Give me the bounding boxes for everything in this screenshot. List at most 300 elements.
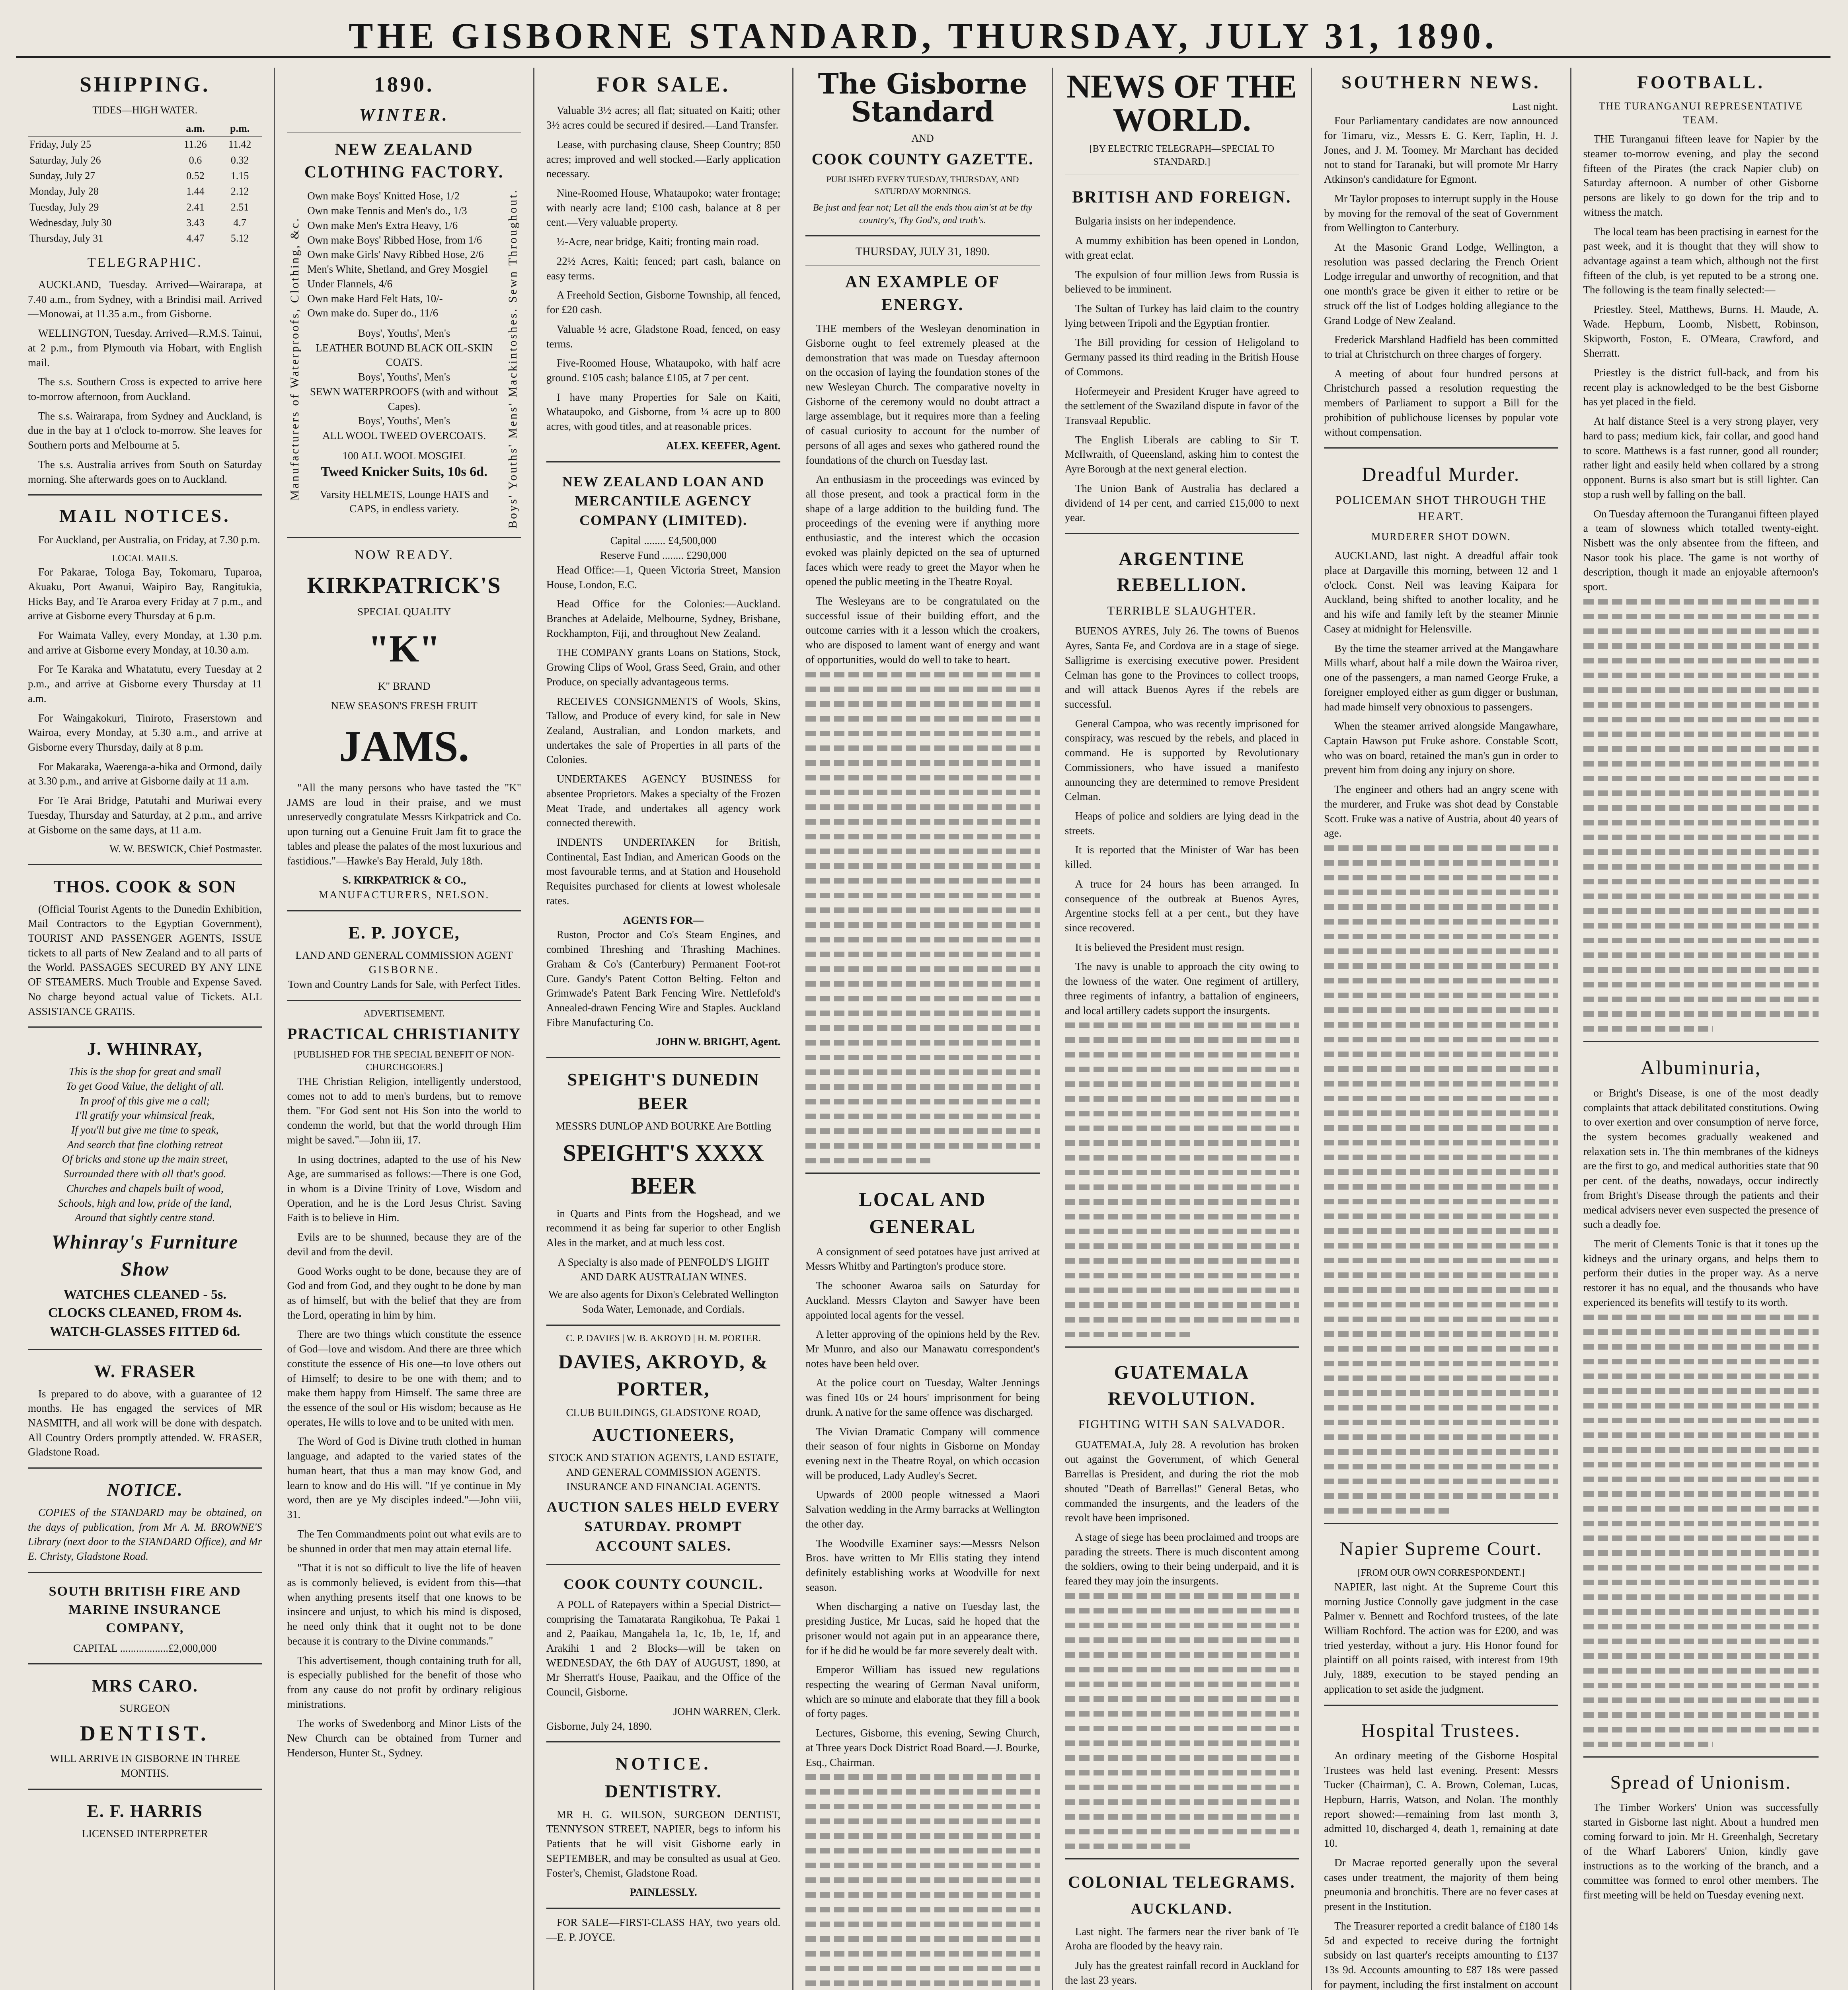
auckland-para: July has the greatest rainfall record in Auckland for the last 23 years. — [1064, 1959, 1299, 1986]
text-line — [805, 1980, 1039, 1986]
text-line — [805, 716, 1039, 722]
guat-body — [1065, 1438, 1299, 1588]
nz-heading: NEW ZEALAND CLOTHING FACTORY. — [304, 140, 504, 182]
text-line — [1065, 1667, 1299, 1672]
text-line — [1065, 1184, 1299, 1190]
text-line — [1583, 1418, 1819, 1423]
text-line — [805, 937, 1039, 942]
joyce-body: Town and Country Lands for Sale, with Perfect Titles. — [288, 978, 520, 990]
poem-line: If you'll but give me time to speak, — [71, 1124, 219, 1136]
bf-body — [1065, 214, 1299, 525]
tide-am: 2.41 — [186, 201, 205, 213]
text-line — [1583, 952, 1819, 958]
hospital-para: Dr Macrae reported generally upon the several cases under treatment, the majority of them being pneumonia and bronchitis. There are no fever cases at present in the Institution. — [1324, 1856, 1558, 1913]
sale-item: Lease, with purchasing clause, Sheep Country; 850 acres; improved and well stocked.—Early application necessary. — [546, 138, 781, 180]
text-line — [1324, 993, 1558, 998]
text-line — [1583, 1535, 1819, 1541]
sale-agent: ALEX. KEEFER, Agent. — [666, 439, 781, 452]
sale-item: Five-Roomed House, Whataupoko, with half acre ground. £105 cash; balance £105, at 7 per cent. — [546, 357, 781, 384]
colonial-heading: COLONIAL TELEGRAMS. — [1068, 1873, 1296, 1892]
text-line — [1583, 790, 1819, 796]
sale-note: I have many Properties for Sale on Kaiti, Whataupoko, and Gisborne, from ¼ acre up to 800 acres, with good titles, and at reasonable prices. — [546, 391, 781, 433]
text-line — [805, 981, 1039, 987]
text-line — [805, 1951, 1039, 1957]
text-line — [805, 790, 1039, 795]
practical-body — [287, 1074, 521, 1760]
mail-item: For Te Arai Bridge, Patutahi and Muriwai every Tuesday, Thursday and Saturday, at 2 p.m., and arrive at Gisborne on the same days, at 11 a.m. — [28, 794, 262, 836]
albuminuria-heading: Albuminuria, — [1640, 1056, 1762, 1079]
text-line — [1583, 1727, 1819, 1732]
text-line — [805, 1804, 1039, 1809]
text-line — [1583, 732, 1819, 737]
joyce-heading: E. P. JOYCE, — [348, 923, 460, 942]
nz-ad-body — [287, 189, 521, 529]
bf-para: The Bill providing for cession of Heligoland to Germany passed its third reading in the British House of Commons. — [1064, 336, 1299, 378]
text-line — [1065, 1608, 1299, 1613]
text-line — [1583, 1477, 1819, 1482]
practical-para: In using doctrines, adapted to the use of his New Age, are summarised as follows:—There is one God, in whom is a Divine Trinity of Love, Wisdom and Operation, and he is the Lord Jesus Christ. Saving Faith is to believe in Him. — [287, 1153, 521, 1224]
davies-body: STOCK AND STATION AGENTS, LAND ESTATE, AND GENERAL COMMISSION AGENTS. INSURANCE AND FINANCIAL AGENTS. — [548, 1451, 779, 1493]
murder-sub: POLICEMAN SHOT THROUGH THE HEART. — [1335, 494, 1547, 523]
mail-item: For Waimata Valley, every Monday, at 1.30 p.m. and arrive at Gisborne every Monday, at 10.30 a.m. — [28, 629, 262, 656]
caro-sub: SURGEON — [119, 1702, 170, 1715]
unionism-body — [1583, 1800, 1819, 1902]
text-line — [1324, 1228, 1558, 1234]
poem-line: Of bricks and stone up the main street, — [62, 1153, 228, 1165]
text-line — [1065, 1126, 1299, 1131]
poem-line: Surrounded there with all that's good. — [63, 1168, 226, 1180]
text-line — [1324, 904, 1558, 910]
energy-para: The Wesleyans are to be congratulated on the successful issue of their building effort, and the outcome carries with it a lesson which the croakers, who are disposed to lament want of energy and want of opportunities, would do well to take to heart. — [805, 595, 1040, 665]
tides-row — [28, 137, 262, 152]
nzl-body — [546, 645, 780, 908]
text-line — [1583, 628, 1819, 634]
text-line — [1065, 1096, 1299, 1102]
unionism-heading: Spread of Unionism. — [1610, 1771, 1792, 1793]
hospital-heading: Hospital Trustees. — [1361, 1720, 1521, 1741]
tide-day: Sunday, July 27 — [29, 170, 96, 181]
practical-para: The Ten Commandments point out what evils are to be shunned in order that men may attain eternal life. — [287, 1528, 521, 1555]
text-line — [1324, 1258, 1558, 1263]
text-line — [805, 804, 1039, 810]
energy-continued — [805, 672, 1039, 1163]
text-line — [1324, 934, 1558, 939]
practical-para: This advertisement, though containing truth for all, is especially published for the benefit of those who from any cause do not profit by ordinary religious ministrations. — [287, 1654, 521, 1710]
local-para: A letter approving of the opinions held by the Rev. Mr Munro, and also our Manawatu correspondent's notes have been held over. — [805, 1328, 1040, 1370]
caro-ad — [28, 1663, 262, 1780]
text-line — [805, 760, 1039, 766]
text-line — [1324, 1081, 1558, 1087]
nz-items — [307, 189, 501, 320]
guat-sub: FIGHTING WITH SAN SALVADOR. — [1078, 1417, 1285, 1431]
text-line — [1583, 746, 1819, 752]
text-line — [1583, 982, 1819, 987]
text-line — [1583, 864, 1819, 870]
text-line — [1583, 1653, 1819, 1659]
text-line — [1583, 894, 1819, 899]
text-line — [1583, 967, 1819, 973]
text-line — [1324, 919, 1558, 925]
arg-continued — [1065, 1022, 1299, 1337]
arg-para: It is reported that the Minister of War has been killed. — [1064, 844, 1299, 871]
napier-body — [1324, 1580, 1558, 1697]
energy-para: THE members of the Wesleyan denomination in Gisborne ought to feel extremely pleased at the demonstration that was made on Tuesday afternoon on the occasion of laying the foundation stones of the new Wesleyan Church. The comparative novelty in Gisborne of the ceremony would no doubt attract a large assemblage, but it requires more than a feeling of casual curiosity to account for the number of persons of all ages and sexes who gathered round the foundations of the church on Tuesday last. — [805, 322, 1040, 466]
southern-para: Mr Taylor proposes to interrupt supply in the House by moving for the removal of the seat of Government from Wellington to Canterbury. — [1324, 192, 1558, 234]
tides-row — [28, 183, 262, 199]
tide-day: Wednesday, July 30 — [29, 217, 112, 228]
text-line — [1583, 702, 1819, 708]
dentistry-body: MR H. G. WILSON, SURGEON DENTIST, TENNYSON STREET, NAPIER, begs to inform his Patients that he will visit Gisborne early in SEPTEMBER, and may be consulted as usual at Geo. Foster's, Chemist, Gladstone Road. — [546, 1808, 781, 1879]
tide-day: Monday, July 28 — [29, 185, 99, 197]
bf-para: The English Liberals are cabling to Sir T. McIlwraith, of Queensland, asking him to contest the Ayre Borough at the next general election. — [1064, 433, 1299, 475]
southern-para: At the Masonic Grand Lodge, Wellington, a resolution was passed declaring the French Orient Lodge irregular and unworthy of recognition, and that one month's grace be given it either to retire or be struck off the list of Lodges holding allegiance to the Grand Lodge of New Zealand. — [1324, 241, 1558, 326]
kirk-place: MANUFACTURERS, NELSON. — [318, 888, 490, 901]
whinray-ad — [28, 1026, 262, 1340]
football-para: On Tuesday afternoon the Turanganui fifteen played a team of slowness which totalled twenty-eight. Nisbett was the only absentee from the fifteen, and Nasor took his place. The game is not worthy of description, though it made an enjoyable afternoon's sport. — [1583, 507, 1819, 593]
masthead-day: THURSDAY, — [948, 16, 1192, 56]
practical-para: Good Works ought to be done, because they are of God and from God, and they ought to be done by man as of himself, but with the belief that they are from the Lord, operating in him by him. — [287, 1265, 521, 1321]
tide-day: Friday, July 25 — [29, 139, 92, 150]
text-line — [1583, 1550, 1819, 1556]
tide-pm: 2.51 — [230, 201, 249, 213]
shipping-heading: SHIPPING. — [79, 72, 211, 96]
southern-para: Frederick Marshland Hadfield has been committed to trial at Christchurch on three charges of forgery. — [1324, 334, 1558, 361]
text-line — [1583, 849, 1819, 855]
text-line — [805, 745, 1039, 751]
masthead-paper: THE GISBORNE STANDARD, — [348, 16, 935, 56]
sale-item: Nine-Roomed House, Whataupoko; water frontage; with nearly acre land; £100 cash, balance at 8 per cent.—Very valuable property. — [546, 187, 781, 228]
paper-title: The Gisborne Standard — [818, 68, 1027, 128]
poem-line: I'll gratify your whimsical freak, — [75, 1109, 214, 1122]
text-line — [805, 701, 1039, 707]
text-line — [805, 1848, 1039, 1853]
text-line — [1324, 1420, 1558, 1425]
tide-am: 0.6 — [189, 154, 202, 166]
telegraphic-item: The s.s. Wairarapa, from Sydney and Auckland, is due in the bay at 1 o'clock to-morrow. She leaves for Southern ports and Melbourne at 5. — [28, 410, 262, 451]
text-line — [1583, 1697, 1819, 1703]
text-line — [1324, 1155, 1558, 1160]
hospital-para: An ordinary meeting of the Gisborne Hospital Trustees was held last evening. Present: Messrs Tucker (Chairman), C. A. Brown, Coleman, Lucas, Hepburn, Harris, Watson, and Nolan. The monthly report showed:—remaining from last month 3, admitted 10, discharged 4, death 1, remaining at date 10. — [1324, 1749, 1558, 1850]
text-line — [1324, 1508, 1453, 1514]
mail-list — [28, 565, 262, 837]
nzl-agent: JOHN W. BRIGHT, Agent. — [656, 1036, 781, 1048]
kirk-co: S. KIRKPATRICK & CO., — [342, 874, 466, 886]
nzl-reserve: Reserve Fund ........ £290,000 — [600, 549, 727, 562]
council-clerk: JOHN WARREN, Clerk. — [673, 1705, 781, 1717]
text-line — [1583, 938, 1819, 943]
text-line — [1324, 1331, 1558, 1337]
practical-sub: [PUBLISHED FOR THE SPECIAL BENEFIT OF NON-CHURCHGOERS.] — [294, 1049, 515, 1073]
text-line — [1065, 1740, 1299, 1746]
text-line — [1065, 1155, 1299, 1161]
council-body: A POLL of Ratepayers within a Special District—comprising the Tamatarata Rangikohua, Te Pakai 1 and 2, Paaikau, Mangahela 1a, 1c, 1b, 1e, 1f, and Arakihi 1 and 2 Blocks—will be taken on WEDNESDAY, the 6th DAY of AUGUST, 1890, at Mr Sherratt's House, Paaikau, and the Office of the Council, Gisborne. — [546, 1598, 781, 1698]
joyce-place: GISBORNE. — [368, 964, 440, 976]
text-line — [805, 1143, 1039, 1149]
guat-continued — [1065, 1593, 1299, 1849]
harris-sub: LICENSED INTERPRETER — [82, 1827, 208, 1840]
text-line — [1324, 1479, 1558, 1484]
painless: PAINLESSLY. — [630, 1886, 697, 1898]
tide-am: 1.44 — [186, 185, 205, 197]
football-para: Priestley. Steel, Matthews, Burns. H. Maude, A. Wade. Hepburn, Loomb, Nisbett, Robinson, Skipworth, Foston, E. O'Meara, Crawford, and Sherratt. — [1583, 303, 1819, 359]
nz-more-line: Boys', Youths', Men's — [358, 327, 450, 339]
tide-day: Tuesday, July 29 — [29, 201, 99, 213]
tides-header-row: a.m. p.m. — [28, 121, 262, 137]
text-line — [805, 1099, 1039, 1104]
tide-pm: 5.12 — [230, 232, 249, 244]
nz-more-line: ALL WOOL TWEED OVERCOATS. — [322, 429, 486, 441]
text-line — [805, 1084, 1039, 1090]
watches-list — [28, 1286, 262, 1341]
text-line — [1324, 860, 1558, 866]
football-para: The local team has been practising in earnest for the past week, and it is thought that they will show to advantage against a team which, although not the first fifteen of the club, is yet reputed to be a strong one. The following is the team finally selected:— — [1583, 225, 1819, 296]
tides-row — [28, 168, 262, 183]
nz-more-line: LEATHER BOUND BLACK OIL-SKIN COATS. — [316, 341, 493, 369]
nz-item: Own make Boys' Knitted Hose, 1/2 — [307, 190, 460, 202]
nz-item: Own make Girls' Navy Ribbed Hose, 2/6 — [307, 248, 484, 261]
text-line — [1583, 717, 1819, 722]
text-line — [1065, 1814, 1299, 1820]
text-line — [805, 1011, 1039, 1016]
text-line — [1583, 1580, 1819, 1585]
column-5 — [1053, 68, 1312, 1990]
speights-sub: MESSRS DUNLOP AND BOURKE Are Bottling — [556, 1120, 771, 1132]
column-3 — [534, 68, 793, 1990]
text-line — [1065, 1214, 1299, 1219]
text-line — [1065, 1637, 1299, 1643]
for-sale-heading: FOR SALE. — [597, 72, 731, 96]
column-7 — [1571, 68, 1830, 1990]
text-line — [1324, 1405, 1558, 1411]
tide-day: Thursday, July 31 — [29, 232, 103, 244]
speights-body: in Quarts and Pints from the Hogshead, and we recommend it as being far superior to other English Ales in the market, and at much less cost. — [546, 1207, 781, 1249]
nz-item: Own make Men's Extra Heavy, 1/6 — [307, 219, 458, 231]
text-line — [1065, 1623, 1299, 1628]
text-line — [1065, 1844, 1194, 1849]
new-season: NEW SEASON'S FRESH FRUIT — [331, 699, 478, 712]
sale-item: ½-Acre, near bridge, Kaiti; fronting main road. — [556, 236, 759, 248]
tide-am: 11.26 — [184, 139, 207, 150]
nzl-capital: Capital ........ £4,500,000 — [610, 535, 717, 547]
fraser-ad — [28, 1349, 262, 1459]
telegraphic-heading: TELEGRAPHIC. — [87, 255, 203, 270]
local-para: The Woodville Examiner says:—Messrs Nelson Bros. have written to Mr Ellis stating they intend definitely establishing works at Woodville for next season. — [805, 1537, 1040, 1593]
text-line — [1583, 1432, 1819, 1438]
text-line — [805, 1922, 1039, 1927]
text-line — [1583, 1329, 1819, 1335]
notice-body: COPIES of the STANDARD may be obtained, on the days of publication, from Mr A. M. BROWNE'S Library (next door to the STANDARD Office), and Mr E. Christy, Gladstone Road. — [28, 1506, 262, 1563]
text-line — [1324, 1302, 1558, 1307]
speights-ad — [546, 1057, 780, 1317]
text-line — [805, 893, 1039, 898]
murder-para: The engineer and others had an angry scene with the murderer, and Fruke was shot dead by Constable Scott. Fruke was a native of Austria, about 40 years of age. — [1324, 783, 1558, 839]
energy-heading: AN EXAMPLE OF ENERGY. — [845, 273, 1000, 314]
council-heading: COOK COUNTY COUNCIL. — [563, 1576, 763, 1592]
telegraphic-list — [28, 277, 262, 486]
murder-para: When the steamer arrived alongside Mangawhare, Captain Hawson put Fruke ashore. Constable Scott, who was on board, retained the man's gun in order to prevent him from doing any injury on shore. — [1324, 720, 1558, 776]
southern-para: A meeting of about four hundred persons at Christchurch passed a resolution requesting the members of Parliament to support a Bill for the prohibition of publichouse licenses by popular vote without compensation. — [1324, 367, 1558, 438]
football-continued — [1583, 599, 1819, 1032]
published-line: PUBLISHED EVERY TUESDAY, THURSDAY, AND SATURDAY MORNINGS. — [826, 174, 1019, 196]
davies-heading: DAVIES, AKROYD, & PORTER, — [558, 1350, 768, 1400]
nz-item: Own make Hard Felt Hats, 10/- — [307, 292, 443, 304]
text-line — [1065, 1799, 1299, 1805]
agents-list: Ruston, Proctor and Co's Steam Engines, and combined Threshing and Thrashing Machines. Graham & Co's (Canterbury) Permanent Foot-rot Cure. Gandy's Patent Cotton Belting. Felton and Grimwade's Patent Bark Fencing Wire. Nettlefold's Annealed-drawn Fencing Wire and Staples. Auckland Fibre Manufacturing Co. — [546, 929, 781, 1028]
news-heading: NEWS OF THE WORLD. — [1066, 68, 1297, 139]
column-1 — [16, 68, 275, 1990]
text-line — [1324, 1110, 1558, 1116]
local-para: The Vivian Dramatic Company will commence their season of four nights in Gisborne on Monday evening next in the Theatre Royal, on which occasion will be produced, Lady Audley's Secret. — [805, 1425, 1040, 1481]
mail-item: For Pakarae, Tologa Bay, Tokomaru, Tuparoa, Akuaku, Port Awanui, Waipiro Bay, Rangitukia, Hicks Bay, and Te Araroa every Friday at 7 p.m., and arrive at Gisborne every Thursday at 6 p.m. — [28, 566, 262, 622]
text-line — [1324, 948, 1558, 954]
text-line — [1324, 1493, 1558, 1499]
column-6 — [1312, 68, 1571, 1990]
southern-heading: SOUTHERN NEWS. — [1341, 72, 1541, 92]
joyce-sub: LAND AND GENERAL COMMISSION AGENT — [295, 949, 513, 961]
cook-body: (Official Tourist Agents to the Dunedin Exhibition, Mail Contractors to the Egyptian Government), TOURIST AND PASSENGER AGENTS, ISSUE tickets to all parts of New Zealand and to all parts of the World. PASSAGES SECURED BY ANY LINE OF STEAMERS. Much Trouble and Expense Saved. No charge beyond actual value of Tickets. ALL ASSISTANCE GRATIS. — [28, 903, 262, 1017]
hospital-para: The Treasurer reported a credit balance of £180 14s 5d and expected to receive during the fortnight subsidy on last quarter's receipts amounting to £137 13s 9d. Accounts amounting to £87 18s were passed for payment, including the first instalment on account — [1324, 1920, 1558, 1990]
text-line — [1324, 1272, 1558, 1278]
winter-heading: WINTER. — [359, 105, 449, 125]
sale-item: 22½ Acres, Kaiti; fenced; part cash, balance on easy terms. — [546, 255, 781, 282]
davies-names: C. P. DAVIES | W. B. AKROYD | H. M. PORTER. — [566, 1333, 761, 1344]
football-para: THE Turanganui fifteen leave for Napier by the steamer to-morrow evening, and play the second fifteen of the Pirates (the crack Napier club) on Saturday afternoon. A number of other Gisborne persons are likely to go down for the trip and to witness the match. — [1583, 133, 1819, 218]
hospital-body — [1324, 1748, 1558, 1990]
albuminuria-body — [1583, 1086, 1819, 1310]
kirk-brand: K" BRAND — [378, 680, 431, 692]
local-para: Emperor William has issued new regulations respecting the wearing of German Naval uniform, which are so minute and elaborate that they fill a book of forty pages. — [805, 1664, 1040, 1720]
local-para: Lectures, Gisborne, this evening, Sewing Church, at Three years Dock District Road Board.—J. Bourke, Esq., Chairman. — [805, 1727, 1040, 1768]
text-line — [805, 878, 1039, 884]
davies-sub: CLUB BUILDINGS, GLADSTONE ROAD, — [566, 1407, 761, 1419]
text-line — [1324, 1243, 1558, 1249]
mail-item: For Makaraka, Waerenga-a-hika and Ormond, daily at 3.30 p.m., and arrive at Gisborne daily at 11 a.m. — [28, 760, 262, 787]
text-line — [1065, 1022, 1299, 1028]
dentistry-ad — [546, 1741, 780, 1900]
kirk-ad — [287, 537, 521, 902]
murder-continued — [1324, 845, 1558, 1514]
text-line — [1583, 673, 1819, 678]
notice-heading-3: NOTICE. — [615, 1754, 712, 1774]
text-line — [805, 952, 1039, 957]
text-line — [805, 849, 1039, 854]
poem-line: Churches and chapels built of wood, — [66, 1182, 224, 1194]
text-line — [1583, 1565, 1819, 1571]
fire-ad — [28, 1572, 262, 1655]
practical-para: The works of Swedenborg and Minor Lists of the New Church can be obtained from Turner and Henderson, Hunter St., Sydney. — [287, 1717, 521, 1759]
football-heading: FOOTBALL. — [1637, 72, 1765, 92]
tides-row — [28, 199, 262, 215]
agents-for: AGENTS FOR— — [623, 914, 704, 926]
notice-heading: NOTICE. — [107, 1480, 183, 1500]
columns — [16, 68, 1830, 1990]
text-line — [805, 672, 1039, 677]
text-line — [1324, 1096, 1558, 1101]
text-line — [805, 1025, 1039, 1031]
text-line — [805, 1907, 1039, 1912]
speights-agents: We are also agents for Dixon's Celebrated Wellington Soda Water, Lemonade, and Cordials. — [548, 1288, 779, 1315]
motto: Be just and fear not; Let all the ends thou aim'st at be thy country's, Thy God's, and truth's. — [813, 202, 1033, 226]
local-para: Upwards of 2000 people witnessed a Maori Salvation wedding in the Army barracks at Wellington the other day. — [805, 1489, 1040, 1530]
speights-specialty: A Specialty is also made of PENFOLD'S LIGHT AND DARK AUSTRALIAN WINES. — [558, 1256, 769, 1283]
caro-body: WILL ARRIVE IN GISBORNE IN THREE MONTHS. — [50, 1752, 240, 1779]
practical-para: The Word of God is Divine truth clothed in human language, and adapted to the varied states of the human heart, that thus a man may know God, and learn to know and do His will. "If ye continue in My word, then are ye My disciples indeed."—John viii, 31. — [287, 1435, 521, 1521]
text-line — [805, 1833, 1039, 1839]
murder-heading: Dreadful Murder. — [1362, 463, 1521, 486]
dentist-heading: DENTIST. — [80, 1721, 210, 1745]
text-line — [1583, 1506, 1819, 1512]
bf-para: The Union Bank of Australia has declared a dividend of 14 per cent, and carried £15,000 to next year. — [1064, 482, 1299, 524]
poem-line: Around that sightly centre stand. — [74, 1212, 215, 1224]
auckland-heading: AUCKLAND. — [1131, 1900, 1233, 1917]
nz-side-left: Manufacturers of Waterproofs, Clothing, &c. — [288, 217, 302, 501]
kirk-k: "K" — [368, 627, 441, 670]
guat-para: GUATEMALA, July 28. A revolution has broken out against the Government, of which General Barrellas is President, and during the riot the mob shouted "Death of Barrellas!" General Betas, who commanded the insurgents, and the leaders of the revolt have been imprisoned. — [1064, 1438, 1299, 1524]
davies-ad — [546, 1325, 780, 1556]
text-line — [1583, 776, 1819, 781]
text-line — [1324, 1361, 1558, 1366]
text-line — [805, 1936, 1039, 1942]
fire-capital: CAPITAL ..................£2,000,000 — [73, 1642, 217, 1654]
masthead-date: JULY 31, 1890. — [1205, 16, 1498, 56]
southern-para: Four Parliamentary candidates are now announced for Timaru, viz., Messrs E. G. Kerr, Taplin, H. J. Jones, and J. M. Toomey. Mr Marchant has decided not to stand for Taranaki, but will promote Mr Harry Atkinson's candidature for Egmont. — [1324, 115, 1558, 185]
napier-para: NAPIER, last night. At the Supreme Court this morning Justice Connolly gave judgment in the case Palmer v. Bennett and Rochford trustees, of the late William Rochford. The action was for £200, and was tried yesterday, without a jury. His Honor found for plaintiff on all points raised, with interest from 19th July, 1889, execution to be stayed pending an application to set aside the judgment. — [1324, 1580, 1558, 1695]
text-line — [1583, 1315, 1819, 1320]
tides-row — [28, 215, 262, 230]
whinray-show: Whinray's Furniture Show — [51, 1231, 239, 1280]
cook-ad — [28, 864, 262, 1019]
harris-ad — [28, 1789, 262, 1841]
caro-heading: MRS CARO. — [92, 1676, 198, 1696]
text-line — [1583, 1462, 1819, 1467]
auckland-body — [1065, 1924, 1299, 1990]
local-heading: LOCAL AND GENERAL — [859, 1188, 986, 1237]
text-line — [805, 996, 1039, 1001]
text-line — [1583, 1683, 1819, 1688]
text-line — [805, 1877, 1039, 1883]
text-line — [1583, 658, 1819, 663]
text-line — [805, 775, 1039, 780]
tweed: Tweed Knicker Suits, 10s 6d. — [321, 464, 487, 480]
paper-gazette: COOK COUNTY GAZETTE. — [811, 150, 1034, 168]
tide-am: 3.43 — [186, 217, 205, 228]
text-line — [805, 1069, 1039, 1075]
tides-heading: TIDES—HIGH WATER. — [92, 104, 198, 116]
text-line — [1065, 1302, 1299, 1308]
watch-line: WATCH-GLASSES FITTED 6d. — [50, 1324, 240, 1339]
sale-item: A Freehold Section, Gisborne Township, all fenced, for £20 cash. — [546, 289, 781, 316]
tide-day: Saturday, July 26 — [29, 154, 101, 166]
nzl-ad — [546, 461, 780, 1050]
text-line — [805, 1055, 1039, 1060]
speights-big: SPEIGHT'S XXXX BEER — [563, 1140, 764, 1199]
text-line — [1583, 879, 1819, 884]
text-line — [1324, 978, 1558, 983]
text-line — [1583, 1624, 1819, 1629]
poem-line: This is the shop for great and small — [69, 1065, 221, 1078]
text-line — [1583, 1447, 1819, 1453]
year-heading: 1890. — [374, 72, 435, 96]
text-line — [1583, 908, 1819, 914]
local-continued — [805, 1774, 1039, 1990]
last-sale: FOR SALE—FIRST-CLASS HAY, two years old.—E. P. JOYCE. — [546, 1916, 781, 1943]
guat-heading: GUATEMALA REVOLUTION. — [1107, 1362, 1256, 1409]
arg-para: It is believed the President must resign. — [1075, 941, 1244, 953]
text-line — [805, 922, 1039, 928]
jams: JAMS. — [339, 722, 470, 771]
now-ready: NOW READY. — [354, 547, 454, 562]
fire-heading: SOUTH BRITISH FIRE AND MARINE INSURANCE COMPANY, — [49, 1584, 241, 1636]
